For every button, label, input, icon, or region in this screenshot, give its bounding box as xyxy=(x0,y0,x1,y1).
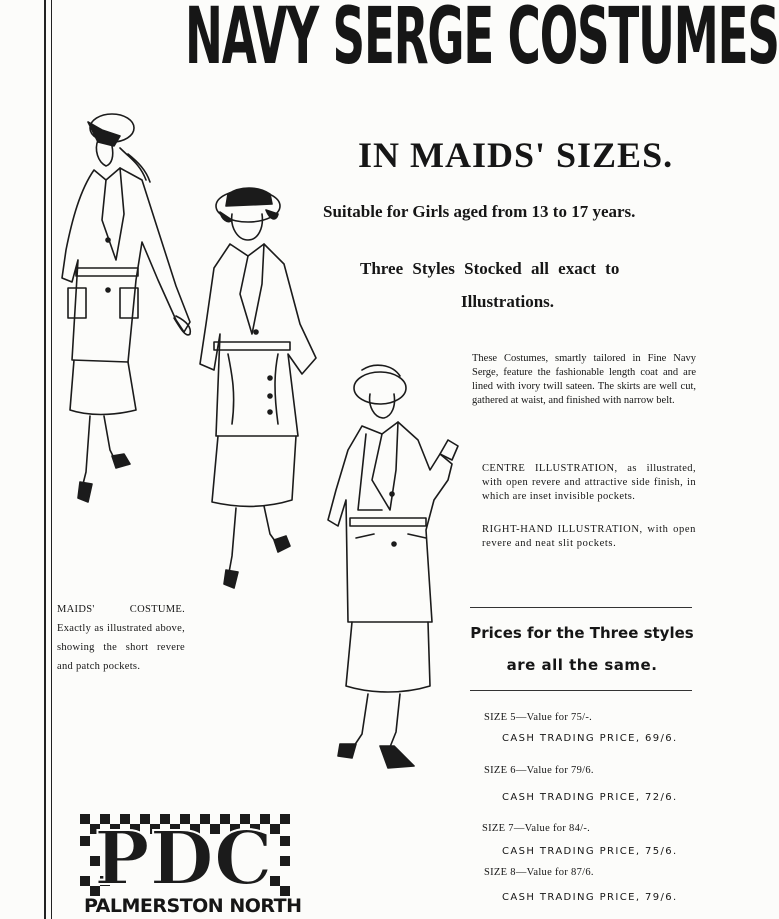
divider xyxy=(470,690,692,691)
right-illustration-text: RIGHT-HAND ILLUSTRATION, with open revere and neat slit pockets. xyxy=(482,524,696,549)
logo-letters: PDC xyxy=(94,816,273,902)
size-6-cash-price: CASH TRADING PRICE, 72/6. xyxy=(502,792,678,803)
maids-costume-caption: MAIDS' COSTUME. Exactly as illustrated above, showing the short revere and patch pockets. xyxy=(57,604,185,672)
left-costume-illustration xyxy=(58,110,198,510)
size-8-cash-price: CASH TRADING PRICE, 79/6. xyxy=(502,892,678,903)
lead-three-styles: Three Styles Stocked all exact to xyxy=(360,259,620,278)
centre-costume-illustration xyxy=(192,184,332,594)
headline: NAVY SERGE COSTUMES xyxy=(185,0,779,82)
description-paragraph: These Costumes, smartly tailored in Fine Navy Serge, feature the fashionable length coat and are lined with ivory twill sateen. The skirts are well cut, gathered at waist, and finished with narrow belt. xyxy=(472,353,696,406)
size-8-value: SIZE 8—Value for 87/6. xyxy=(484,867,594,878)
size-7-cash-price: CASH TRADING PRICE, 75/6. xyxy=(502,846,678,857)
size-6-value: SIZE 6—Value for 79/6. xyxy=(484,765,594,776)
size-5-cash-price: CASH TRADING PRICE, 69/6. xyxy=(502,733,678,744)
subhead: IN MAIDS' SIZES. xyxy=(358,135,674,175)
lead-illustrations: Illustrations. xyxy=(461,292,555,311)
size-5-value: SIZE 5—Value for 75/-. xyxy=(484,712,593,723)
centre-illustration-text: CENTRE ILLUSTRATION, as illustrated, with open revere and attractive side finish, in which are inset invisible pockets. xyxy=(482,463,696,502)
divider xyxy=(470,607,692,608)
prices-heading-2: are all the same. xyxy=(506,656,658,674)
logo-town: PALMERSTON NORTH xyxy=(84,895,302,917)
size-7-value: SIZE 7—Value for 84/-. xyxy=(482,823,591,834)
prices-heading: Prices for the Three styles xyxy=(470,624,694,642)
page-left-rule xyxy=(44,0,46,919)
right-costume-illustration xyxy=(322,360,472,772)
page-left-rule-2 xyxy=(51,0,52,919)
lead-age-range: Suitable for Girls aged from 13 to 17 years. xyxy=(323,202,636,221)
